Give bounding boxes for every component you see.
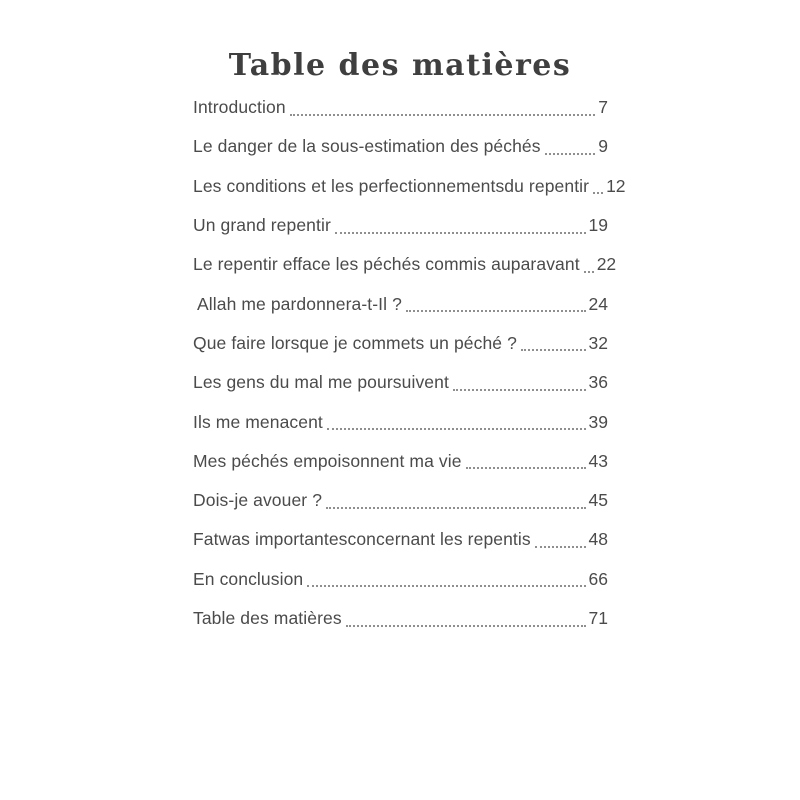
toc-entry-page-number: 9 [598,136,608,157]
toc-entry-label: Allah me pardonnera-t-Il ? [193,293,402,314]
toc-entry-page-number: 45 [588,490,608,511]
toc-entry-page-number: 12 [606,175,626,196]
toc-entry-label: Le danger de la sous-estimation des péchés [193,136,541,157]
toc-entry-page-number: 7 [598,97,608,118]
dot-leader [326,493,586,509]
toc-entry-page-number: 43 [588,450,608,471]
toc-entry-label: Fatwas importantesconcernant les repentis [193,529,531,550]
toc-entry-page-number: 32 [588,332,608,353]
dot-leader [521,335,586,351]
toc-entry [193,167,626,206]
toc-entry [193,442,608,481]
dot-leader [307,571,585,587]
dot-leader [346,611,586,627]
toc-entry-page-number: 48 [588,529,608,550]
toc-entry [193,88,608,127]
toc-entry [193,127,608,166]
toc-list [193,88,626,638]
dot-leader [453,375,586,391]
toc-entry-label: Un grand repentir [193,215,331,236]
toc-entry [193,245,617,284]
toc-entry-label: Table des matières [193,608,342,628]
dot-leader [290,100,596,116]
dot-leader [593,178,603,194]
toc-entry-page-number: 66 [588,568,608,589]
dot-leader [327,414,586,430]
toc-entry-label: En conclusion [193,568,304,589]
dot-leader [466,453,586,469]
toc-entry [193,520,608,559]
toc-entry [193,363,608,402]
toc-entry [193,481,608,520]
toc-entry-label: Que faire lorsque je commets un péché ? [193,332,517,353]
dot-leader [545,139,596,155]
dot-leader [335,218,586,234]
toc-entry-page-number: 19 [588,215,608,236]
toc-entry [193,402,608,441]
toc-entry-page-number: 24 [588,293,608,314]
toc-entry [193,206,608,245]
dot-leader [406,296,586,312]
toc-entry-label: Introduction [193,97,286,118]
toc-entry-page-number: 36 [588,372,608,393]
toc-entry-page-number: 39 [588,411,608,432]
toc-entry-label: Dois-je avouer ? [193,490,323,511]
toc-entry [193,560,608,599]
toc-entry [193,284,608,323]
dot-leader [535,532,586,548]
toc-entry-page-number: 22 [596,254,617,275]
page-title: Table des matières [228,48,572,83]
toc-entry [193,324,608,363]
toc-entry-label: Ils me menacent [193,411,323,432]
toc-entry-page-number: 71 [588,608,608,628]
dot-leader [584,257,594,273]
toc-entry [193,599,608,638]
toc-entry-label: Les gens du mal me poursuivent [193,372,449,393]
toc-entry-label: Le repentir efface les péchés commis auparavant [193,254,580,275]
toc-entry-label: Mes péchés empoisonnent ma vie [193,450,462,471]
toc-entry-label: Les conditions et les perfectionnementsdu repentir [193,175,590,196]
